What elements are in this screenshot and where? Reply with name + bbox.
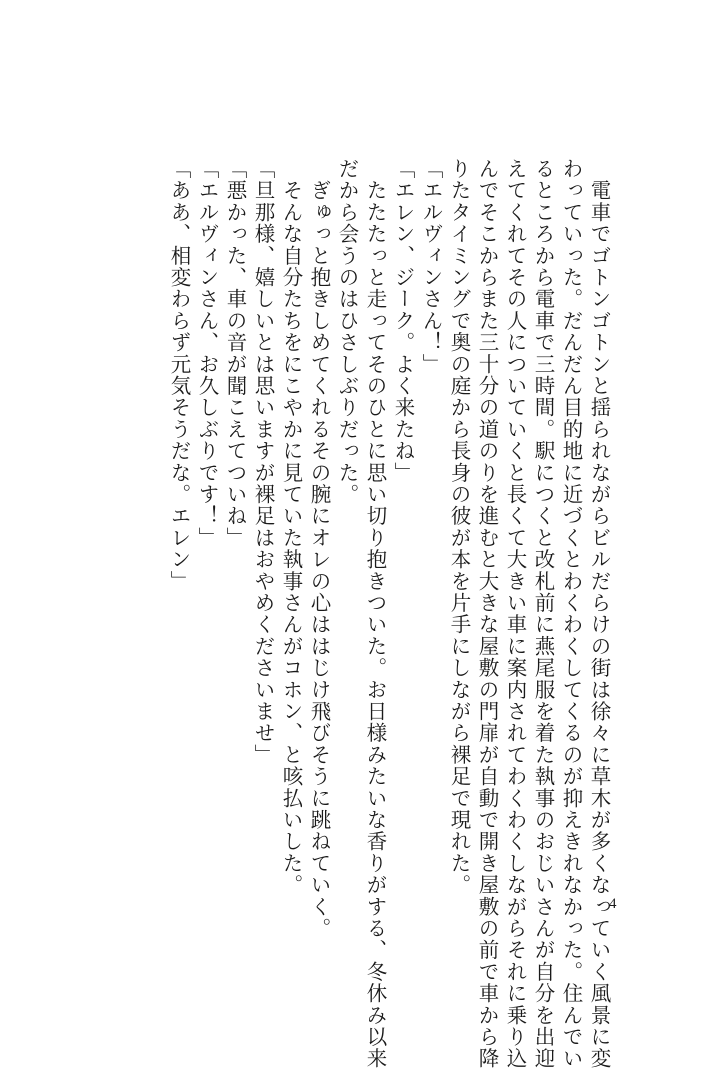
text-line: ぎゅっと抱きしめてくれるその腕にオレの心ははじけ飛びそうに跳ねていく。 xyxy=(307,158,331,940)
text-line: たたたっと走ってそのひとに思い切り抱きついた。お日様みたいな香りがする、冬休み以来 xyxy=(363,158,387,1069)
text-line: 「悪かった、車の音が聞こえてついね」 xyxy=(223,158,247,549)
text-line: えてくれてその人についていくと長くて大きい車に案内されてわくわくしながらそれに乗り込 xyxy=(503,158,527,1069)
vertical-text-body xyxy=(165,158,613,1069)
text-line: そんな自分たちをにこやかに見ていた執事さんがコホン、と咳払いした。 xyxy=(279,158,303,896)
text-line: 「エレン、ジーク。よく来たね」 xyxy=(391,158,415,484)
text-line: 「エルヴィンさん、お久しぶりです！」 xyxy=(195,158,219,549)
text-line: りたタイミングで奥の庭から長身の彼が本を片手にしながら裸足で現れた。 xyxy=(447,158,471,896)
text-line: 「ああ、相変わらず元気そうだな。エレン」 xyxy=(167,158,191,592)
text-line: んでそこからまた三十分の道のりを進むと大きな屋敷の門扉が自動で開き屋敷の前で車から降 xyxy=(475,158,499,1069)
text-line: るところから電車で三時間。駅につくと改札前に燕尾服を着た執事のおじいさんが自分を出迎 xyxy=(531,158,555,1069)
page-number: 4 xyxy=(609,896,617,912)
text-line: 電車でゴトンゴトンと揺られながらビルだらけの街は徐々に草木が多くなっていく風景に変 xyxy=(587,158,611,1069)
text-line: 「旦那様、嬉しいとは思いますが裸足はおやめくださいませ」 xyxy=(251,158,275,766)
text-line: わっていった。だんだん目的地に近づくとわくわくしてくるのが抑えきれなかった。住んでい xyxy=(559,158,583,1069)
text-line: だから会うのはひさしぶりだった。 xyxy=(335,158,359,506)
text-line: 「エルヴィンさん！」 xyxy=(419,158,443,375)
